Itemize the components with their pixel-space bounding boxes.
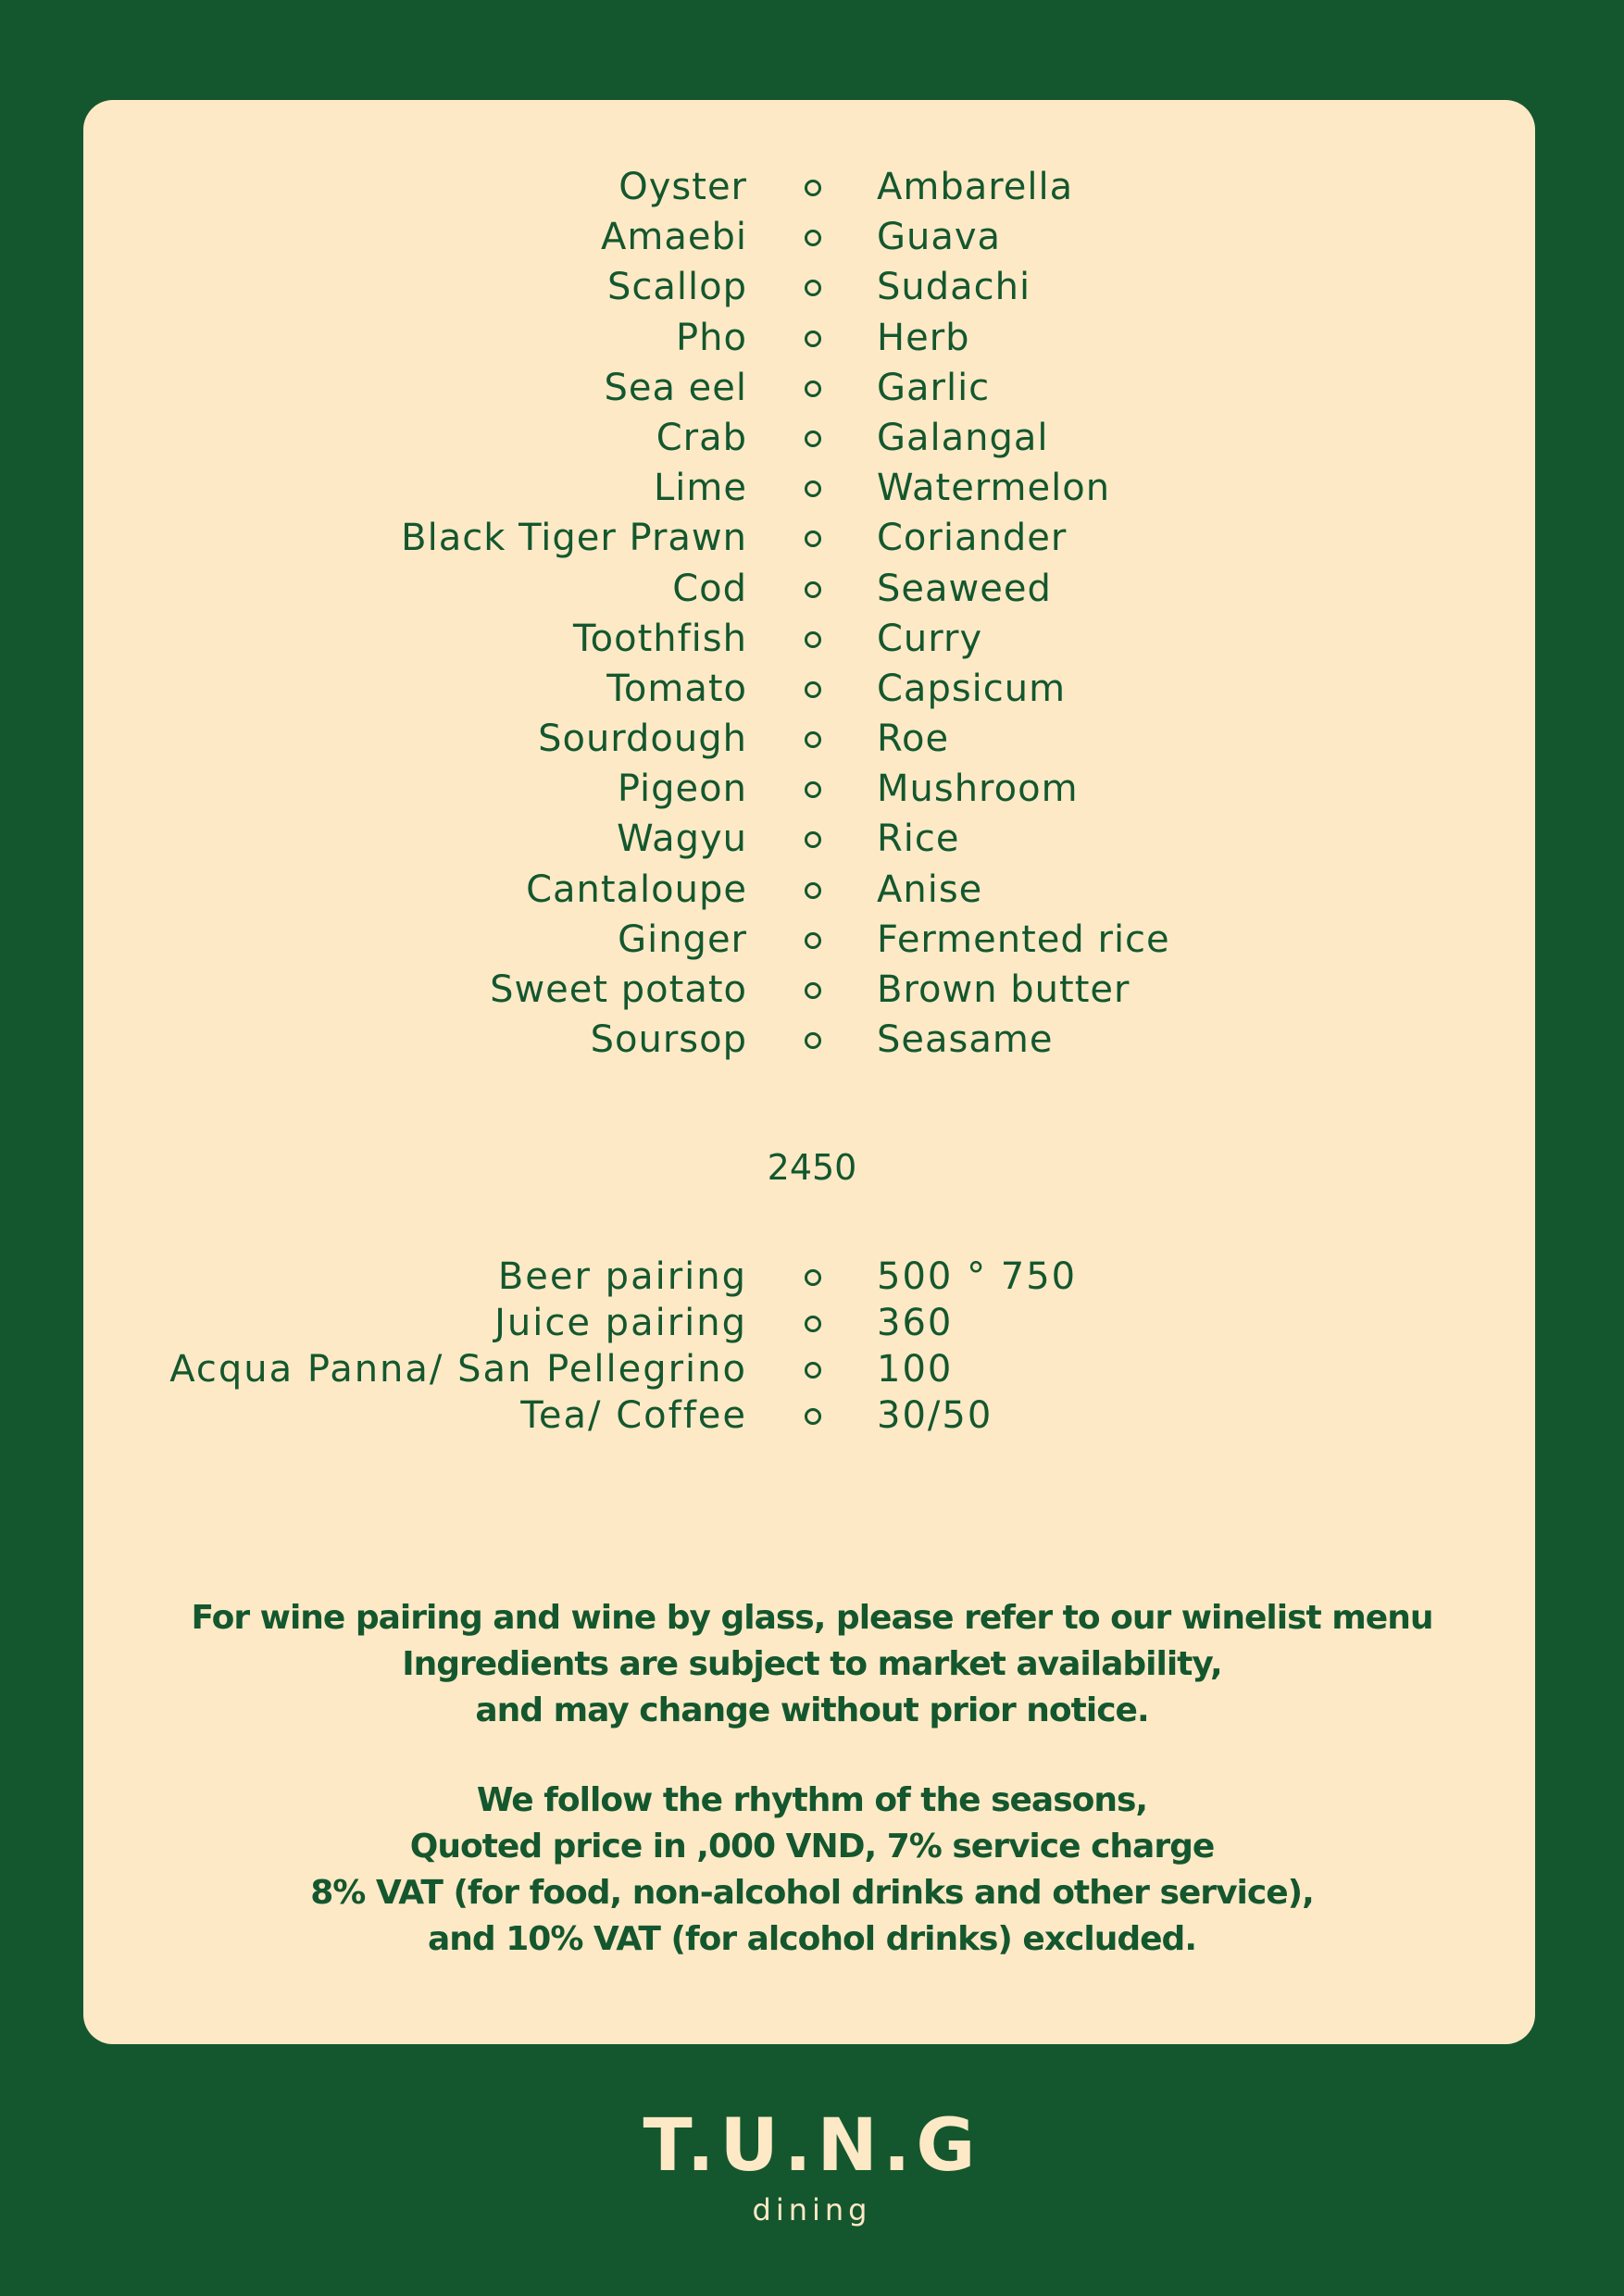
drinks-list: [0, 1254, 1624, 1439]
dish-pairing: Sudachi: [877, 266, 1031, 309]
drink-price: 500 ° 750: [877, 1255, 1078, 1298]
notes-availability: [0, 1595, 1624, 1734]
menu-row: [0, 965, 1624, 1015]
note-line: We follow the rhythm of the seasons,: [476, 1781, 1148, 1819]
notes-pricing: [0, 1778, 1624, 1963]
dish-name: Pho: [676, 316, 747, 359]
dish-name: Ginger: [618, 917, 747, 961]
bullet-icon: [805, 1269, 821, 1286]
menu-row: [0, 363, 1624, 413]
menu-row: [0, 162, 1624, 212]
dish-pairing: Galangal: [877, 416, 1049, 459]
drink-price: 100: [877, 1348, 954, 1391]
menu-row: [0, 714, 1624, 764]
note-line: 8% VAT (for food, non-alcohol drinks and other service),: [310, 1874, 1314, 1912]
dish-pairing: Ambarella: [877, 166, 1074, 208]
bullet-icon: [805, 430, 821, 447]
bullet-icon: [805, 230, 821, 246]
drink-price: 30/50: [877, 1394, 993, 1437]
dish-name: Oyster: [618, 166, 747, 208]
bullet-icon: [805, 831, 821, 848]
menu-row: [0, 915, 1624, 965]
dish-name: Black Tiger Prawn: [401, 517, 747, 560]
drink-label: Tea/ Coffee: [520, 1394, 747, 1437]
bullet-icon: [805, 781, 821, 798]
drink-row: [0, 1392, 1624, 1439]
menu-row: [0, 564, 1624, 614]
bullet-icon: [805, 381, 821, 397]
bullet-icon: [805, 932, 821, 949]
tasting-menu-list: [0, 162, 1624, 1065]
dish-name: Amaebi: [601, 216, 747, 259]
dish-name: Cantaloupe: [526, 867, 747, 911]
menu-row: [0, 413, 1624, 463]
note-line: Quoted price in ,000 VND, 7% service charge: [409, 1828, 1215, 1866]
menu-row: [0, 313, 1624, 363]
menu-row: [0, 664, 1624, 714]
dish-name: Tomato: [606, 667, 747, 710]
dish-name: Lime: [654, 467, 747, 510]
bullet-icon: [805, 180, 821, 196]
dish-pairing: Fermented rice: [877, 917, 1170, 961]
dish-pairing: Guava: [877, 216, 1002, 259]
bullet-icon: [805, 882, 821, 899]
note-line: Ingredients are subject to market availability,: [402, 1645, 1222, 1683]
dish-pairing: Capsicum: [877, 667, 1067, 710]
drink-row: [0, 1346, 1624, 1392]
drink-label: Beer pairing: [497, 1255, 747, 1298]
menu-row: [0, 764, 1624, 814]
bullet-icon: [805, 631, 821, 648]
dish-name: Sourdough: [538, 718, 747, 761]
bullet-icon: [805, 530, 821, 547]
menu-price: 2450: [767, 1147, 857, 1188]
bullet-icon: [805, 731, 821, 748]
brand-logo: [0, 2104, 1624, 2227]
drink-label: Acqua Panna/ San Pellegrino: [169, 1348, 747, 1391]
dish-pairing: Watermelon: [877, 467, 1111, 510]
bullet-icon: [805, 280, 821, 296]
menu-row: [0, 814, 1624, 864]
drink-label: Juice pairing: [494, 1302, 747, 1344]
bullet-icon: [805, 982, 821, 999]
dish-name: Sea eel: [604, 366, 747, 409]
menu-row: [0, 212, 1624, 262]
dish-name: Soursop: [590, 1018, 747, 1062]
dish-pairing: Garlic: [877, 366, 991, 409]
menu-row: [0, 463, 1624, 513]
dish-pairing: Anise: [877, 867, 983, 911]
bullet-icon: [805, 681, 821, 698]
bullet-icon: [805, 581, 821, 598]
logo-mark: T.U.N.G: [643, 2104, 981, 2188]
bullet-icon: [805, 331, 821, 347]
drink-price: 360: [877, 1302, 954, 1344]
note-line: and may change without prior notice.: [475, 1691, 1149, 1729]
bullet-icon: [805, 1032, 821, 1049]
dish-name: Scallop: [607, 266, 747, 309]
dish-name: Crab: [656, 416, 747, 459]
bullet-icon: [805, 1408, 821, 1425]
dish-name: Sweet potato: [490, 968, 747, 1011]
bullet-icon: [805, 1316, 821, 1332]
menu-row: [0, 513, 1624, 563]
note-line: and 10% VAT (for alcohol drinks) excluded.: [428, 1920, 1196, 1958]
dish-pairing: Herb: [877, 316, 970, 359]
dish-name: Wagyu: [617, 817, 747, 861]
logo-subtitle: dining: [752, 2192, 872, 2227]
bullet-icon: [805, 480, 821, 497]
drink-row: [0, 1300, 1624, 1346]
menu-row: [0, 1015, 1624, 1065]
dish-pairing: Rice: [877, 817, 960, 861]
menu-row: [0, 865, 1624, 915]
dish-name: Pigeon: [617, 767, 747, 811]
note-line: For wine pairing and wine by glass, please refer to our winelist menu: [191, 1599, 1433, 1637]
dish-pairing: Mushroom: [877, 767, 1079, 811]
dish-pairing: Brown butter: [877, 968, 1131, 1011]
dish-pairing: Curry: [877, 617, 983, 660]
menu-row: [0, 614, 1624, 664]
bullet-icon: [805, 1362, 821, 1379]
dish-name: Cod: [672, 567, 747, 610]
dish-pairing: Seasame: [877, 1018, 1054, 1062]
dish-name: Toothfish: [572, 617, 747, 660]
drink-row: [0, 1254, 1624, 1300]
menu-row: [0, 262, 1624, 312]
dish-pairing: Seaweed: [877, 567, 1052, 610]
dish-pairing: Coriander: [877, 517, 1068, 560]
dish-pairing: Roe: [877, 718, 950, 761]
